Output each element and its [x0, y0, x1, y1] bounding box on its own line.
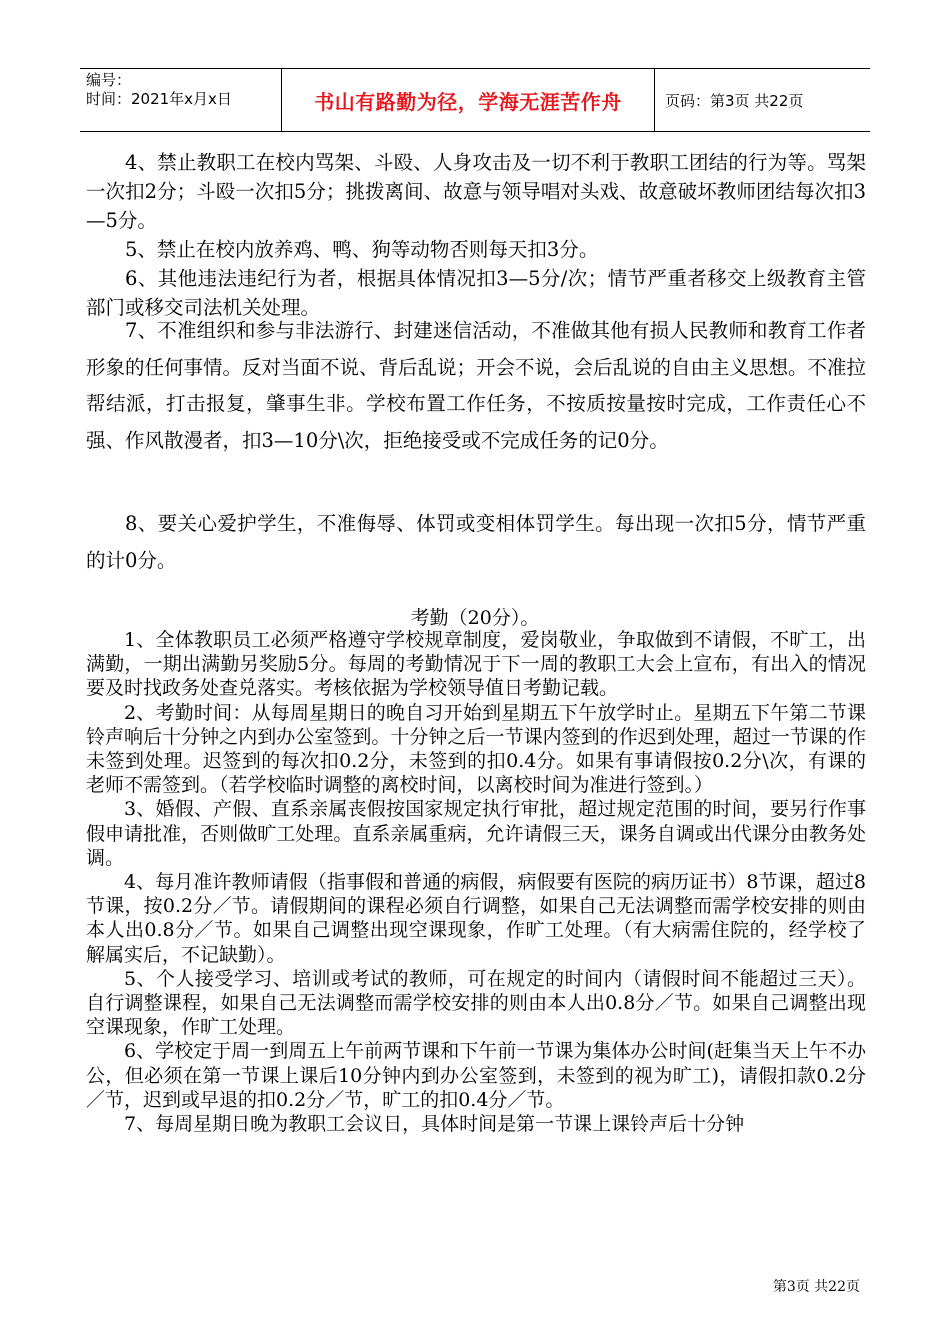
rule-paragraph: 8、要关心爱护学生，不准侮辱、体罚或变相体罚学生。每出现一次扣5分，情节严重的计0分。: [86, 512, 866, 572]
rules-section-middle: [86, 313, 866, 459]
rules-section-upper: [86, 148, 866, 322]
attendance-paragraph: 1、全体教职员工必须严格遵守学校规章制度，爱岗敬业，争取做到不请假，不旷工，出满勤，一期出满勤另奖励5分。每周的考勤情况于下一周的教职工大会上宣布，有出入的情况要及时找政务处查兑落实。考核依据为学校领导值日考勤记载。: [86, 629, 866, 700]
rule-paragraph: 6、其他违法违纪行为者，根据具体情况扣3—5分/次；情节严重者移交上级教育主管部门或移交司法机关处理。: [86, 267, 866, 319]
header-meta: [80, 69, 282, 131]
header-motto-cell: [282, 69, 655, 131]
page-footer: 第3页 共22页: [772, 1279, 860, 1295]
attendance-paragraph: 3、婚假、产假、直系亲属丧假按国家规定执行审批，超过规定范围的时间，要另行作事假申请批准，否则做旷工处理。直系亲属重病，允许请假三天，课务自调或出代课分由教务处调。: [86, 798, 866, 869]
rule-paragraph: 7、不准组织和参与非法游行、封建迷信活动，不准做其他有损人民教师和教育工作者形象的任何事情。反对当面不说、背后乱说；开会不说，会后乱说的自由主义思想。不准拉帮结派，打击报复，肇事生非。学校布置工作任务，不按质按量按时完成，工作责任心不强、作风散漫者，扣3—10分\次，拒绝接受或不完成任务的记0分。: [86, 319, 867, 452]
attendance-section: [86, 628, 866, 1136]
rule-paragraph: 5、禁止在校内放养鸡、鸭、狗等动物否则每天扣3分。: [125, 238, 599, 261]
attendance-paragraph: 4、每月准许教师请假（指事假和普通的病假，病假要有医院的病历证书）8节课，超过8节课，按0.2分／节。请假期间的课程必须自行调整，如果自己无法调整而需学校安排的则由本人出0.8分／节。如果自己调整出现空课现象，作旷工处理。（有大病需住院的，经学校了解属实后，不记缺勤）。: [86, 871, 866, 966]
attendance-paragraph: 7、每周星期日晚为教职工会议日，具体时间是第一节课上课铃声后十分钟: [124, 1113, 745, 1136]
header-page-number: 页码：第3页 共22页: [665, 91, 804, 110]
document-number-label: 编号：: [86, 71, 132, 89]
document-date: 时间：2021年x月x日: [86, 90, 232, 108]
attendance-paragraph: 5、个人接受学习、培训或考试的教师，可在规定的时间内（请假时间不能超过三天）。自行调整课程，如果自己无法调整而需学校安排的则由本人出0.8分／节。如果自己调整出现空课现象，作旷工处理。: [86, 967, 866, 1039]
attendance-paragraph: 6、学校定于周一到周五上午前两节课和下午前一节课为集体办公时间(赶集当天上午不办公，但必须在第一节课上课后10分钟内到办公室签到，未签到的视为旷工)，请假扣款0.2分／节，迟到或早退的扣0.2分／节，旷工的扣0.4分／节。: [86, 1040, 866, 1111]
rules-section-lower: [86, 506, 866, 579]
attendance-paragraph: 2、考勤时间：从每周星期日的晚自习开始到星期五下午放学时止。星期五下午第二节课铃声响后十分钟之内到办公室签到。十分钟之后一节课内签到的作迟到处理，超过一节课的作未签到处理。迟签到的每次扣0.2分，未签到的扣0.4分。如果有事请假按0.2分\次，有课的老师不需签到。（若学校临时调整的离校时间，以离校时间为准进行签到。）: [86, 701, 866, 797]
header-motto: 书山有路勤为径，学海无涯苦作舟: [314, 89, 622, 114]
rule-paragraph: 4、禁止教职工在校内骂架、斗殴、人身攻击及一切不利于教职工团结的行为等。骂架一次扣2分；斗殴一次扣5分；挑拨离间、故意与领导唱对头戏、故意破坏教师团结每次扣3—5分。: [86, 151, 866, 232]
attendance-heading: 考勤（20分）。: [410, 607, 540, 629]
page-header: [80, 68, 870, 132]
